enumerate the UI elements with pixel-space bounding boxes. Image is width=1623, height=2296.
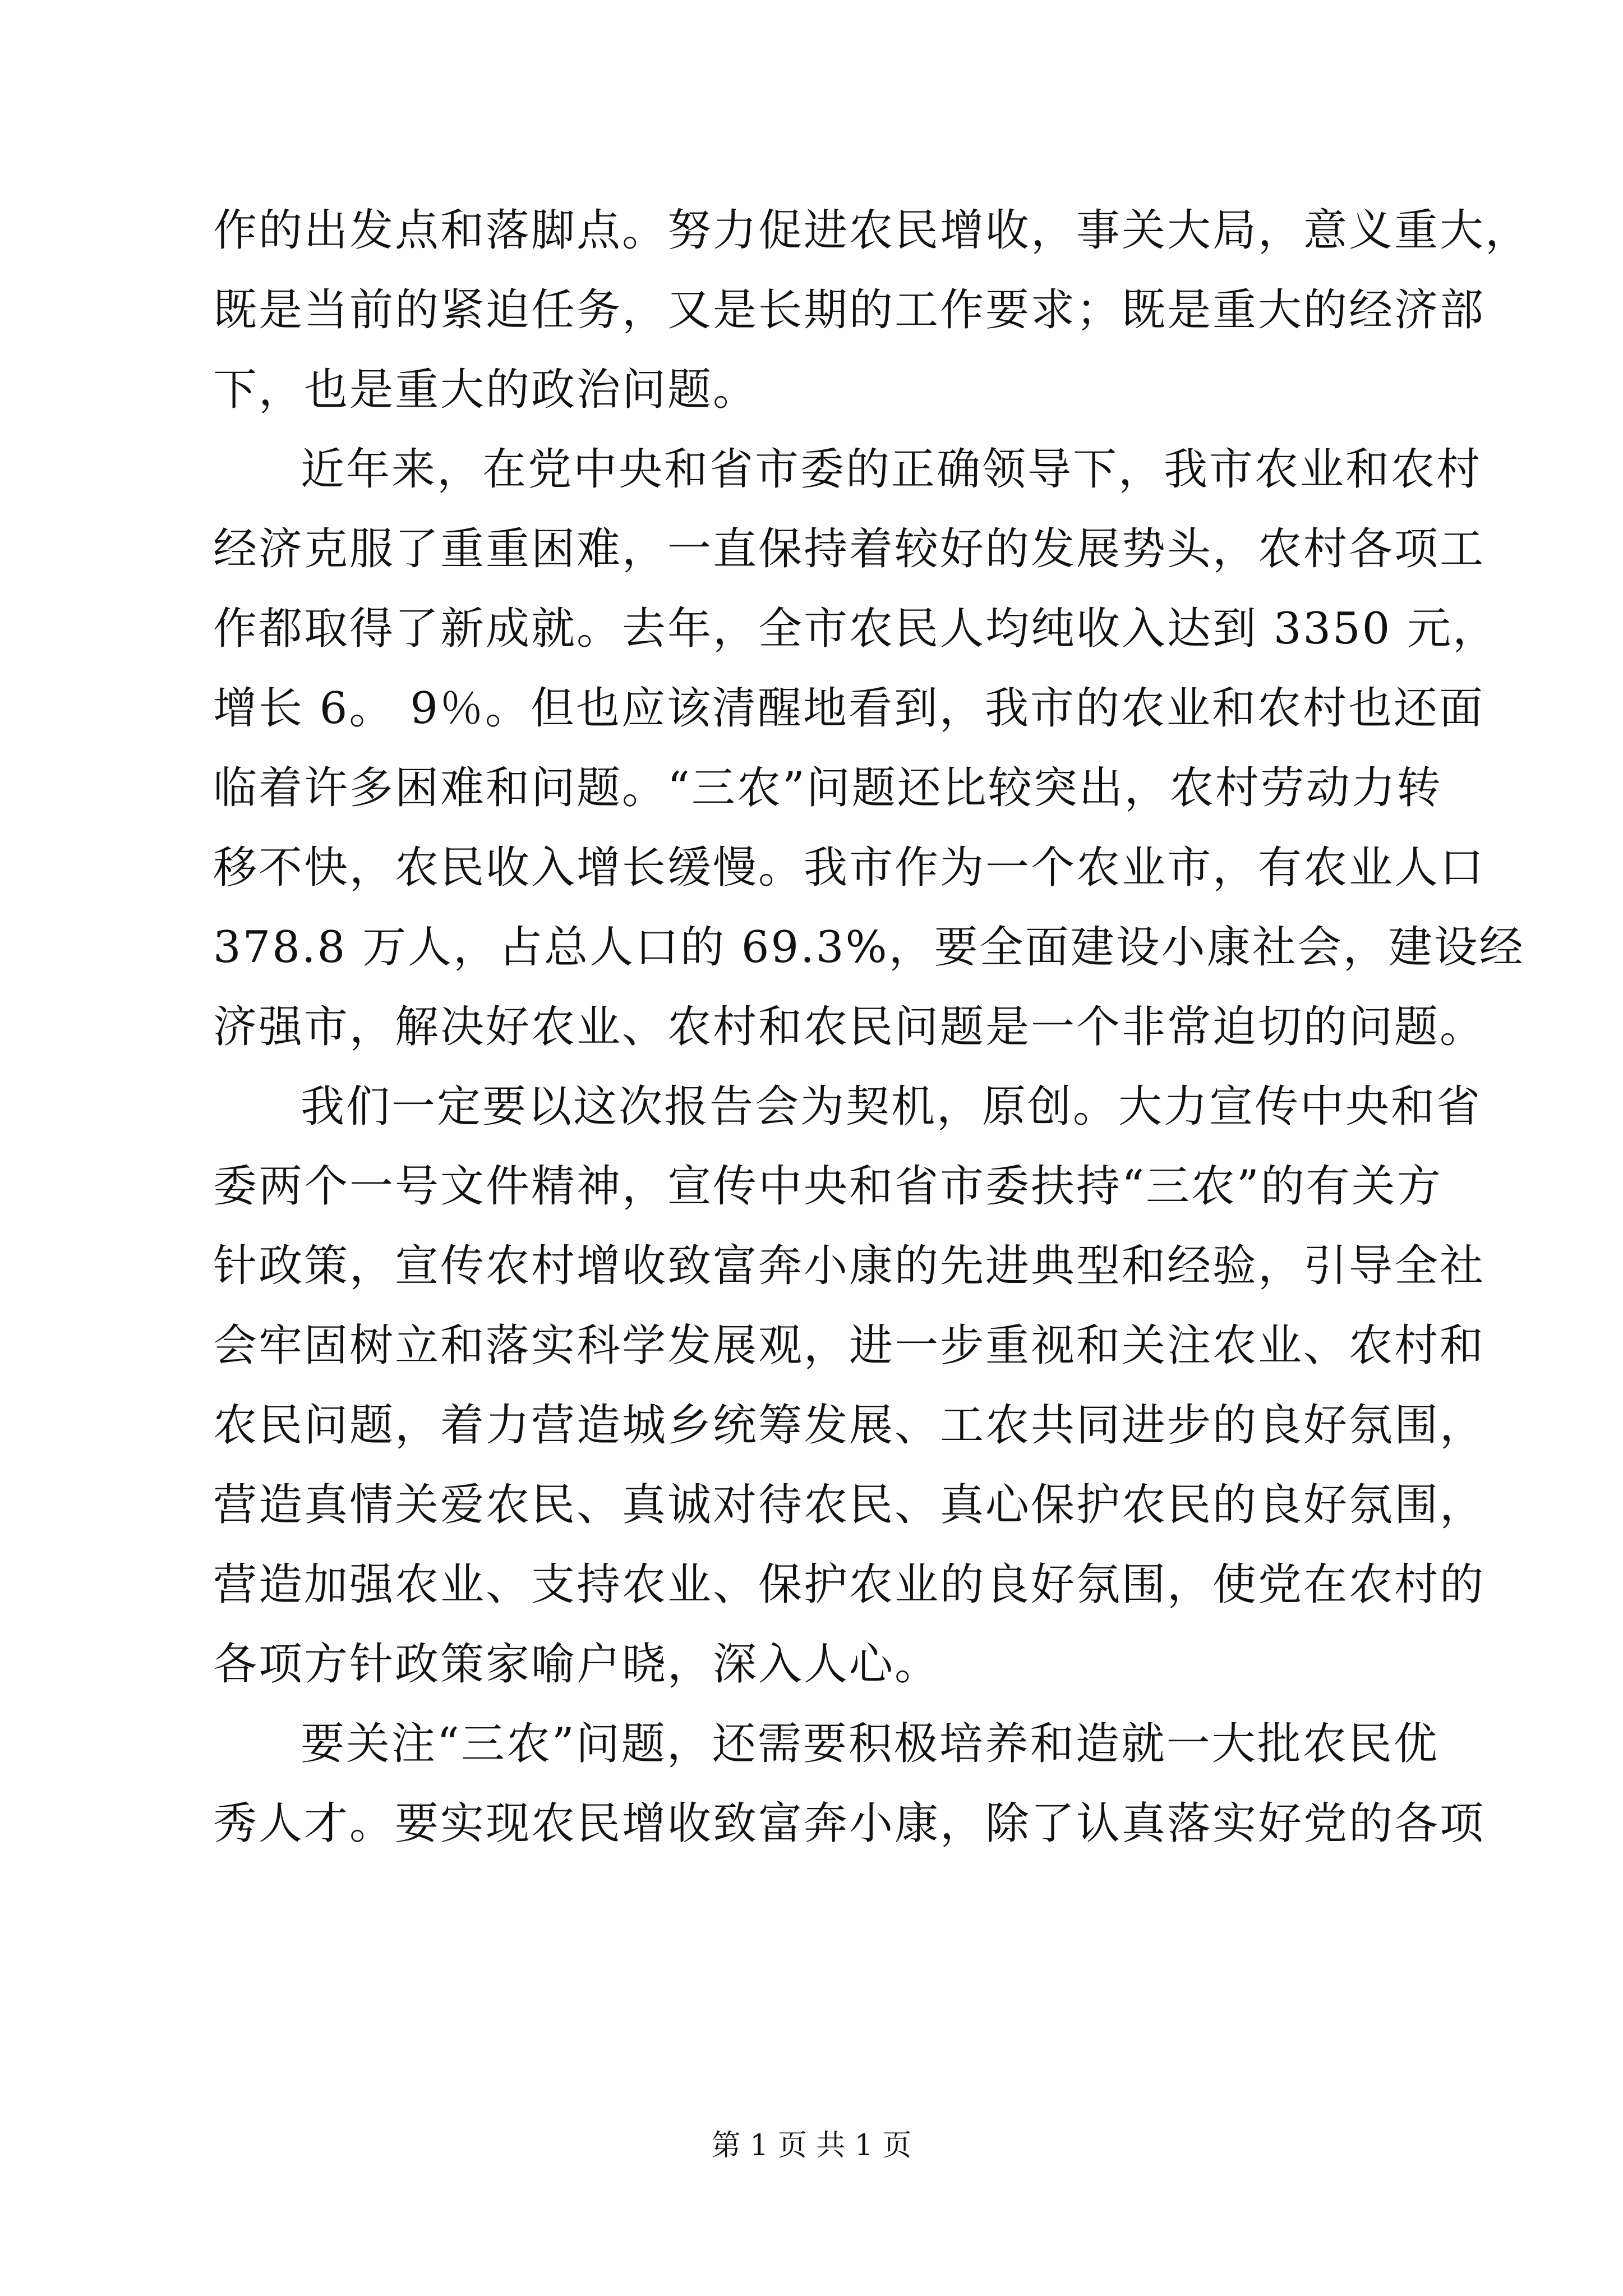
body-line: 下，也是重大的政治问题。 [213, 365, 759, 415]
paragraph-first-line: 要关注“三农”问题，还需要积极培养和造就一大批农民优 [301, 1719, 1439, 1769]
body-line: 临着许多困难和问题。“三农”问题还比较突出，农村劳动力转 [213, 763, 1442, 813]
body-line: 作的出发点和落脚点。努力促进农民增收，事关大局，意义重大， [213, 205, 1531, 256]
body-line: 378.8 万人，占总人口的 69.3%，要全面建设小康社会，建设经 [213, 922, 1525, 973]
body-line: 营造加强农业、支持农业、保护农业的良好氛围，使党在农村的 [213, 1559, 1486, 1610]
body-line: 委两个一号文件精神，宣传中央和省市委扶持“三农”的有关方 [213, 1161, 1442, 1212]
body-line: 会牢固树立和落实科学发展观，进一步重视和关注农业、农村和 [213, 1320, 1486, 1371]
document-body [213, 191, 1531, 1864]
body-line: 既是当前的紧迫任务，又是长期的工作要求；既是重大的经济部 [213, 285, 1486, 335]
body-line: 针政策，宣传农村增收致富奔小康的先进典型和经验，引导全社 [213, 1241, 1486, 1291]
body-line: 济强市，解决好农业、农村和农民问题是一个非常迫切的问题。 [213, 1002, 1486, 1052]
paragraph-first-line: 近年来，在党中央和省市委的正确领导下，我市农业和农村 [301, 444, 1482, 495]
paragraph-first-line: 我们一定要以这次报告会为契机，原创。大力宣传中央和省 [301, 1082, 1482, 1132]
body-line: 营造真情关爱农民、真诚对待农民、真心保护农民的良好氛围， [213, 1480, 1486, 1530]
body-line: 秀人才。要实现农民增收致富奔小康，除了认真落实好党的各项 [213, 1798, 1486, 1849]
body-line: 移不快，农民收入增长缓慢。我市作为一个农业市，有农业人口 [213, 843, 1486, 893]
body-line: 经济克服了重重困难，一直保持着较好的发展势头，农村各项工 [213, 524, 1486, 574]
body-line: 农民问题，着力营造城乡统筹发展、工农共同进步的良好氛围， [213, 1400, 1486, 1451]
body-line: 各项方针政策家喻户晓，深入人心。 [213, 1639, 940, 1690]
body-line: 增长 6。 9％。但也应该清醒地看到，我市的农业和农村也还面 [213, 683, 1484, 734]
page-number-footer: 第 1 页 共 1 页 [711, 2129, 912, 2162]
body-line: 作都取得了新成就。去年，全市农民人均纯收入达到 3350 元， [213, 604, 1498, 654]
